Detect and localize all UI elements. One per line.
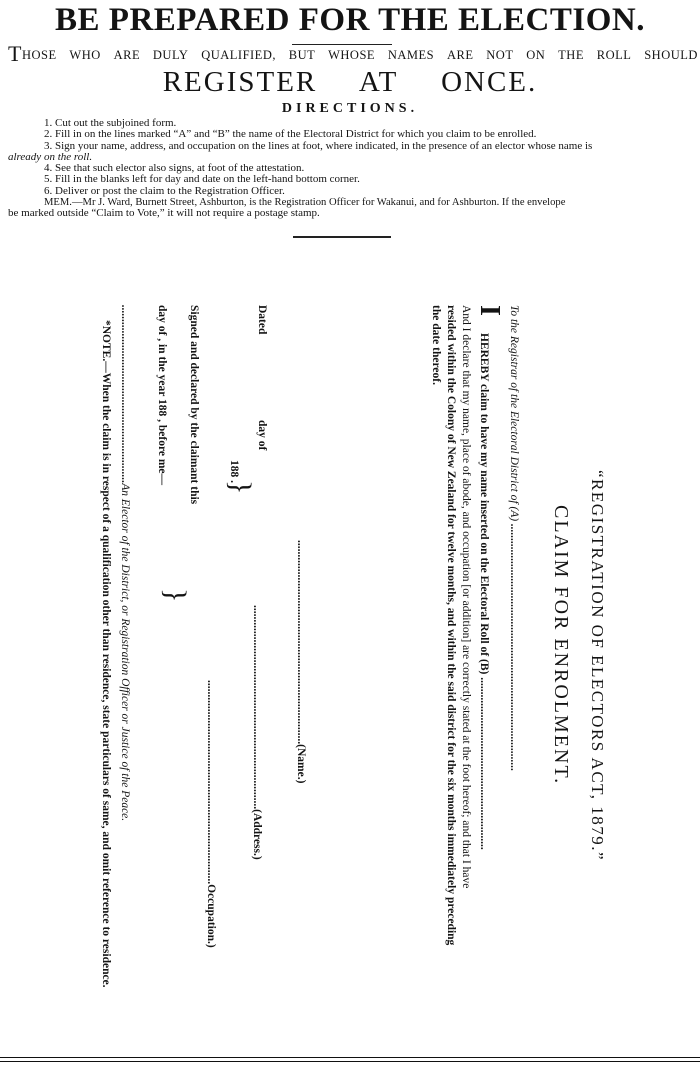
subline [8,41,698,66]
registrar-line: To the Registrar of the Electoral District of (A) ...................................................................................... [508,305,520,772]
subline-word-3: DULY [152,48,189,62]
directions-list [8,118,698,220]
claim-line-1: HEREBY claim to have my name inserted on the Electoral Roll of (B) ............................................................ [478,333,490,850]
direction-4: 4. See that such elector also signs, at foot of the attestation. [44,162,305,175]
subline-word-2: ARE [113,48,141,62]
direction-2: 2. Fill in on the lines marked “A” and “B” the name of the Electoral District for which you claim to be enrolled. [44,128,537,141]
attest-line: ..............................................................An Elector of the District, or Registration Officer or Justice of the Peace. [119,305,131,822]
subline-word-7: NAMES [387,48,435,62]
year-label: 188 . [228,460,240,483]
subline-word-5: BUT [288,48,316,62]
subline-word-10: ON [526,48,546,62]
blank-district-b: ............................................................ [478,677,490,850]
subline-word-13: SHOULD [644,48,698,62]
section-rule [293,236,391,238]
bottom-rules [0,1057,700,1065]
subline-word-6: WHOSE [328,48,376,62]
direction-6: 6. Deliver or post the claim to the Registration Officer. [44,184,285,197]
claim-line-2: And I declare that my name, place of abode, and occupation [or addition] are correctly stated at the foot hereof; and that I have [460,305,472,889]
subline-initial: T [8,41,22,66]
subline-word-12: ROLL [596,48,632,62]
occupation-blank: .......................................................................Occupation.) [205,680,217,948]
claim-line-4: the date thereof. [430,305,442,385]
subline-word-0: THOSE [8,41,57,66]
direction-1: 1. Cut out the subjoined form. [44,117,177,129]
memo-line-1: MEM.—Mr J. Ward, Burnett Street, Ashburton, is the Registration Officer for Wakanui, and for Ashburton. If the envelope [44,197,566,209]
direction-3-cont: already on the roll. [8,150,93,163]
name-blank: .......................................................................(Name.) [295,540,307,784]
directions-heading: DIRECTIONS. [281,101,419,116]
subline-word-8: ARE [446,48,474,62]
direction-3: 3. Sign your name, address, and occupation on the lines at foot, where indicated, in the presence of an elector whose name is [44,139,593,152]
claim-initial: I [474,305,505,316]
subline-rule [292,44,392,45]
direction-5: 5. Fill in the blanks left for day and date on the left-hand bottom corner. [44,173,360,186]
claim-title: CLAIM FOR ENROLMENT. [550,505,572,786]
subline-word-1: WHO [69,48,101,62]
dated-brace: } [224,480,257,495]
signed-brace: } [159,588,192,603]
attest-blank: .............................................................. [119,305,131,484]
dated-label: Dated [256,305,268,335]
memo-line-2: be marked outside “Claim to Vote,” it will not require a postage stamp. [8,207,320,220]
note-line: *NOTE.—When the claim is in respect of a qualification other than residence, state particulars of same, and omit reference to residence. [100,320,112,988]
subline-word-11: THE [558,48,584,62]
act-title: “REGISTRATION OF ELECTORS ACT, 1879.” [588,470,607,862]
signed-line-2: day of , in the year 188 , before me— [156,305,168,486]
headline: BE PREPARED FOR THE ELECTION. [55,2,645,38]
day-of-label: day of [256,420,268,451]
address-blank: .......................................................................(Address.) [251,605,263,860]
claim-line-3: resided within the Colony of New Zealand for twelve months, and within the said district for the six months immediately preceding [445,305,457,946]
subline-word-9: NOT [486,48,514,62]
register-heading: REGISTER AT ONCE. [162,66,538,98]
blank-district-a: ...................................................................................... [508,524,520,772]
signed-line-1: Signed and declared by the claimant this [188,305,200,505]
subline-word-4: QUALIFIED, [201,48,276,62]
